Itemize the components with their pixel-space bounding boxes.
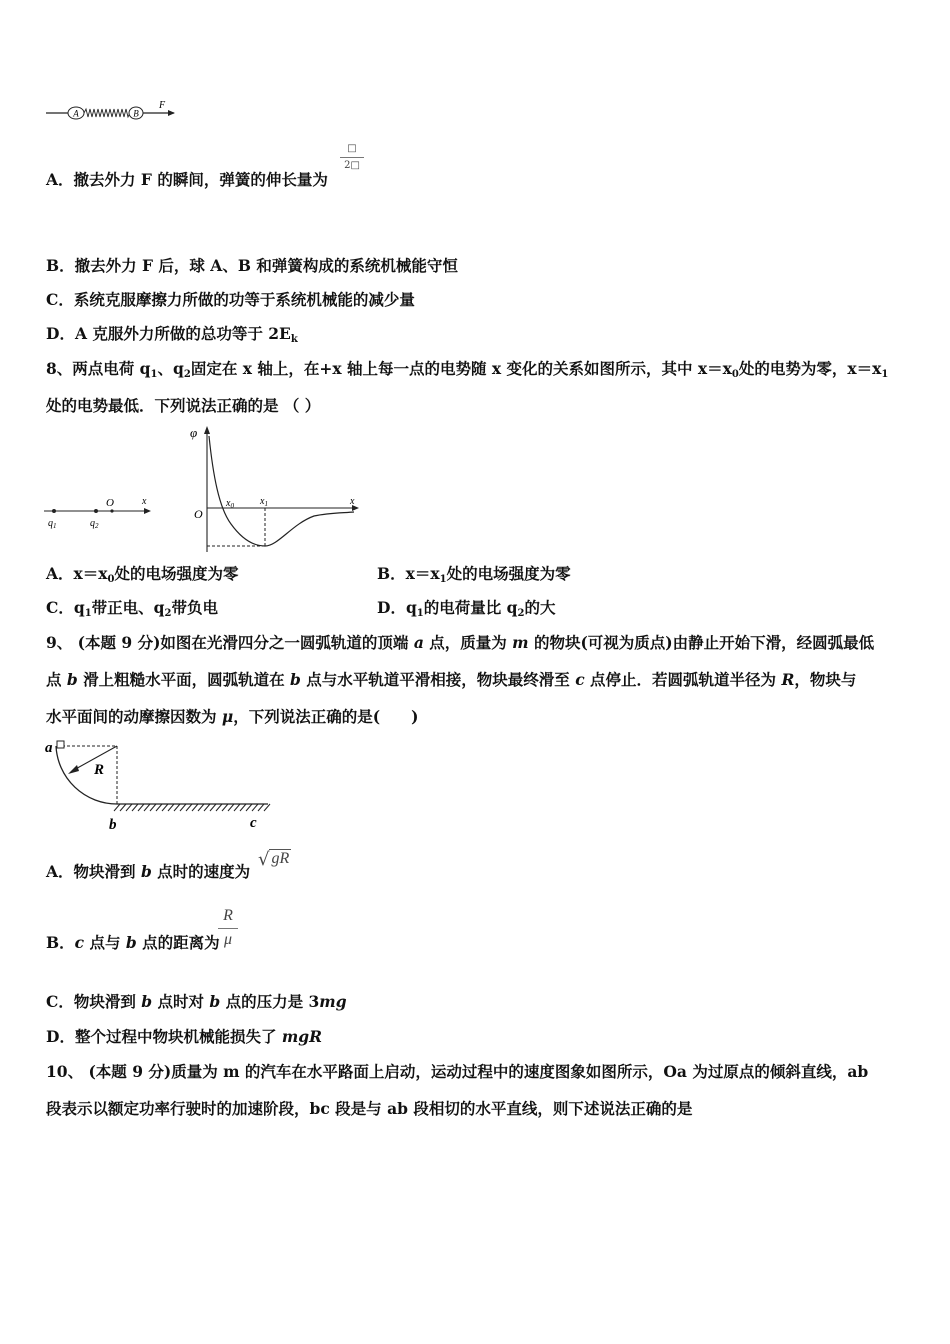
- hatch-line: [120, 804, 126, 811]
- hatch-line: [264, 804, 270, 811]
- fraction-numerator: R: [223, 907, 233, 924]
- hatch-line: [168, 804, 174, 811]
- q9-track-figure: [42, 734, 274, 834]
- q8-option-a: A．$x=x_0$处的电场强度为零: [46, 564, 239, 585]
- q10-stem-line1: 10、 (本题 9 分)质量为 m 的汽车在水平路面上启动，运动过程中的速度图象如图所示，Oa 为过原点的倾斜直线，ab: [46, 1062, 869, 1081]
- q9-stem-line2: 点 b 滑上粗糙水平面，圆弧轨道在 b 点与水平轨道平滑相接，物块最终滑至 c 点停止．若圆弧轨道半径为 R，物块与: [46, 670, 857, 689]
- hatch-line: [156, 804, 162, 811]
- spring-figure: [44, 98, 179, 126]
- hatch-line: [192, 804, 198, 811]
- block: [57, 741, 64, 748]
- hatch-line: [228, 804, 234, 811]
- hatch-line: [198, 804, 204, 811]
- origin-dot: [110, 509, 113, 512]
- x-axis-label: x: [142, 496, 147, 507]
- x1-label: $x_1$: [260, 496, 268, 508]
- force-label: F: [159, 100, 166, 111]
- q8-potential-graph: [186, 420, 364, 558]
- hatch-line: [150, 804, 156, 811]
- hatch-line: [240, 804, 246, 811]
- ball-a-label: A: [73, 108, 79, 119]
- spring: [84, 109, 130, 117]
- q9-option-b: B．c 点与 b 点的距离为: [46, 933, 220, 952]
- hatch-line: [132, 804, 138, 811]
- q8-option-d: D．$q_1$的电荷量比 $q_2$的大: [377, 598, 556, 619]
- ground-hatching: [114, 804, 270, 811]
- hatch-line: [126, 804, 132, 811]
- point-c-label: c: [250, 815, 257, 831]
- ball-b-label: B: [133, 108, 139, 119]
- q8-stem-line1: 8、两点电荷 $q_1$、$q_2$固定在 x 轴上，在+x 轴上每一点的电势随 x 变化的关系如图所示，其中 $x=x_0$处的电势为零，$x=x_1$: [46, 359, 889, 380]
- q9-option-d: D．整个过程中物块机械能损失了 mgR: [46, 1027, 322, 1046]
- charge-q1-dot: [52, 509, 56, 513]
- x0-label: $x_0$: [226, 498, 234, 510]
- q7-option-a: A．撤去外力 F 的瞬间，弹簧的伸长量为: [46, 170, 328, 189]
- hatch-line: [252, 804, 258, 811]
- q8-charge-axis-figure: [42, 490, 154, 530]
- phi-label: φ: [190, 425, 198, 440]
- radius-label: R: [94, 762, 105, 778]
- q7-option-c: C．系统克服摩擦力所做的功等于系统机械能的减少量: [46, 290, 415, 309]
- radius-arrow-icon: [68, 765, 79, 774]
- fraction-bar: [218, 928, 238, 929]
- graph-x-label: x: [350, 496, 355, 507]
- sqrt-icon: √: [258, 849, 270, 870]
- hatch-line: [216, 804, 222, 811]
- hatch-line: [174, 804, 180, 811]
- hatch-line: [162, 804, 168, 811]
- graph-origin-label: O: [194, 507, 203, 521]
- hatch-line: [114, 804, 120, 811]
- fraction-denominator: 2□: [344, 160, 360, 171]
- hatch-line: [204, 804, 210, 811]
- fraction-numerator: □: [347, 143, 357, 154]
- q9-stem-line3: 水平面间的动摩擦因数为 μ，下列说法正确的是( ): [46, 707, 419, 726]
- q2-label: $q_2$: [90, 518, 99, 530]
- q9-option-b-fraction: [218, 907, 238, 949]
- hatch-line: [234, 804, 240, 811]
- hatch-line: [222, 804, 228, 811]
- q8-option-b: B．$x=x_1$处的电场强度为零: [377, 564, 571, 585]
- origin-label: O: [106, 497, 114, 509]
- q7-option-a-fraction: [340, 143, 364, 172]
- q10-stem-line2: 段表示以额定功率行驶时的加速阶段，bc 段是与 ab 段相切的水平直线，则下述说法正确的是: [46, 1099, 693, 1118]
- force-arrow-icon: [168, 110, 175, 116]
- q9-option-a: A．物块滑到 b 点时的速度为: [46, 862, 251, 881]
- hatch-line: [180, 804, 186, 811]
- hatch-line: [186, 804, 192, 811]
- q7-option-b: B．撤去外力 F 后，球 A、B 和弹簧构成的系统机械能守恒: [46, 256, 458, 275]
- x-axis-arrow-icon: [144, 508, 151, 514]
- q7-option-d: D．A 克服外力所做的总功等于 $2E_k$: [46, 324, 298, 345]
- hatch-line: [210, 804, 216, 811]
- q9-option-a-sqrt: √ gR: [258, 849, 290, 870]
- q8-option-c: C．$q_1$带正电、$q_2$带负电: [46, 598, 218, 619]
- q1-label: $q_1$: [48, 518, 57, 530]
- arc-track: [56, 746, 117, 804]
- q9-option-c: C．物块滑到 b 点时对 b 点的压力是 3mg: [46, 992, 347, 1011]
- hatch-line: [144, 804, 150, 811]
- fraction-denominator: μ: [223, 931, 233, 948]
- fraction-bar: [340, 157, 364, 158]
- q9-stem-line1: 9、 (本题 9 分)如图在光滑四分之一圆弧轨道的顶端 a 点，质量为 m 的物块(可视为质点)由静止开始下滑，经圆弧最低: [46, 633, 875, 652]
- potential-curve: [209, 436, 354, 546]
- q8-stem-line2: 处的电势最低．下列说法正确的是 （ ）: [46, 396, 321, 415]
- hatch-line: [246, 804, 252, 811]
- charge-q2-dot: [94, 509, 98, 513]
- hatch-line: [138, 804, 144, 811]
- phi-axis-arrow-icon: [204, 426, 210, 434]
- point-a-label: a: [45, 740, 53, 756]
- point-b-label: b: [109, 817, 117, 833]
- hatch-line: [258, 804, 264, 811]
